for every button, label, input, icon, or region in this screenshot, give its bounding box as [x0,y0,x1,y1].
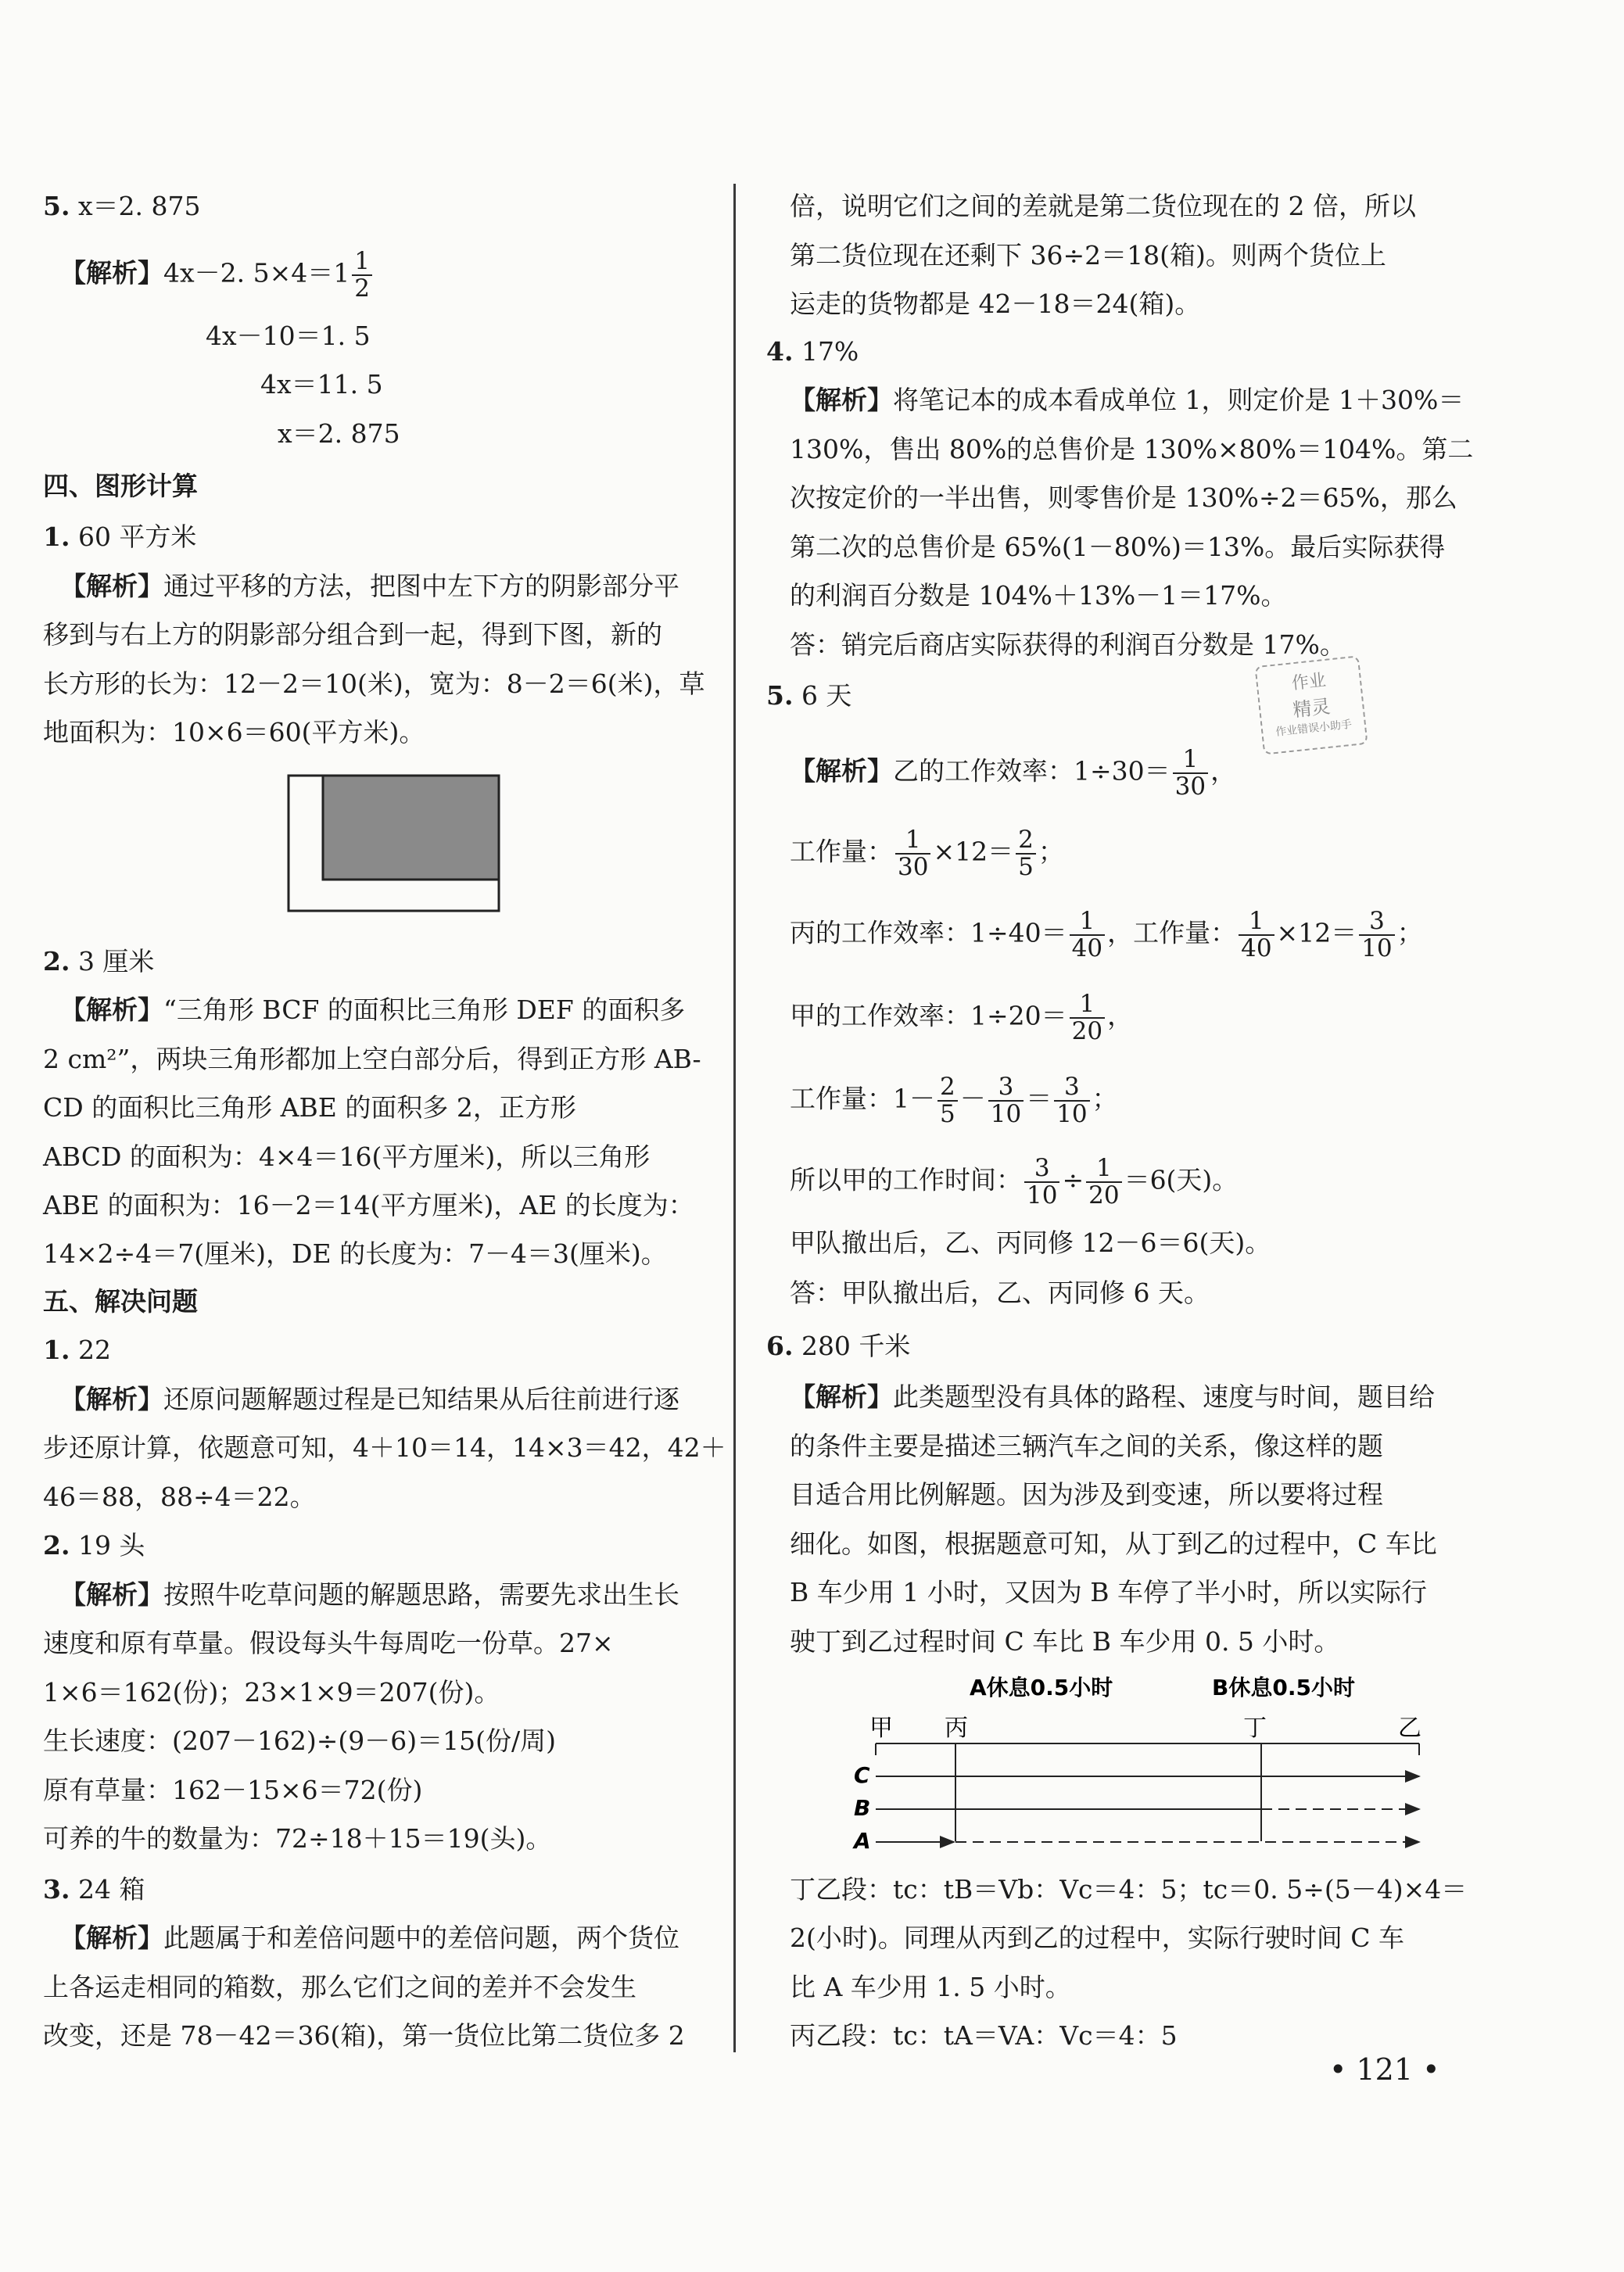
text-line: 细化。如图，根据题意可知，从丁到乙的过程中，C 车比 [790,1528,1437,1559]
text-line: B 车少用 1 小时，又因为 B 车停了半小时，所以实际行 [790,1577,1427,1607]
work-line: 工作量：1－ $\frac{2}{5}$ － $\frac{3}{10}$ ＝ $\frac{3}{10}$ ； [790,1073,1118,1128]
column-divider [733,184,736,2052]
label-jia: 甲 [869,1715,893,1742]
text-line: 上各运走相同的箱数，那么它们之间的差并不会发生 [43,1972,636,2002]
equation-step: x＝2. 875 [278,418,400,449]
text-line: 步还原计算，依题意可知，4＋10＝14，14×3＝42，42＋ [43,1432,726,1463]
text-line: 生长速度：(207－162)÷(9－6)＝15(份/周) [43,1726,556,1756]
text-line: ABCD 的面积为：4×4＝16(平方厘米)，所以三角形 [43,1141,651,1172]
text-line: 46＝88，88÷4＝22。 [43,1482,316,1512]
analysis-2: 【解析】“三角形 BCF 的面积比三角形 DEF 的面积多 [60,994,686,1025]
answer-q4: 4. 17% [766,336,859,367]
text-line: 的利润百分数是 104%＋13%－1＝17%。 [790,580,1287,611]
analysis-q2: 【解析】按照牛吃草问题的解题思路，需要先求出生长 [60,1579,679,1610]
text-line: 倍，说明它们之间的差就是第二货位现在的 2 倍，所以 [790,191,1416,221]
equation-step: 4x＝11. 5 [260,369,383,400]
label-a: A [854,1828,871,1854]
label-c: C [854,1762,870,1788]
text-line: 第二次的总售价是 65%(1－80%)＝13%。最后实际获得 [790,532,1446,562]
analysis-q4: 【解析】将笔记本的成本看成单位 1，则定价是 1＋30%＝ [790,385,1464,415]
analysis-5: 【解析】4x－2. 5×4＝1 $\frac{1}{2}$ [60,249,375,301]
section-heading-4: 四、图形计算 [43,471,198,501]
text-line: 目适合用比例解题。因为涉及到变速，所以要将过程 [790,1479,1383,1510]
section-heading-5: 五、解决问题 [43,1286,198,1317]
text-line: 第二货位现在还剩下 36÷2＝18(箱)。则两个货位上 [790,240,1386,271]
text-line: CD 的面积比三角形 ABE 的面积多 2，正方形 [43,1092,576,1123]
fraction: $\frac{1}{40}$ [1070,908,1105,961]
shaded-rect [323,776,499,880]
fraction: $\frac{1}{20}$ [1086,1156,1121,1208]
fraction: $\frac{1}{40}$ [1239,908,1274,961]
text-line: 地面积为：10×6＝60(平方米)。 [43,717,425,747]
text-line: 可养的牛的数量为：72÷18＋15＝19(头)。 [43,1823,552,1854]
fraction: $\frac{1}{30}$ [895,827,930,880]
label-ding: 丁 [1243,1715,1267,1742]
work-line: 所以甲的工作时间： $\frac{3}{10}$ ÷ $\frac{1}{20}$ ＝6(天)。 [790,1154,1239,1209]
text-line: 运走的货物都是 42－18＝24(箱)。 [790,288,1201,319]
text-line: 速度和原有草量。假设每头牛每周吃一份草。27× [43,1628,614,1658]
fraction: $\frac{3}{10}$ [988,1074,1024,1127]
text-line: 丙乙段：tc：tA＝VA：Vc＝4：5 [790,2020,1178,2051]
label-b: B [854,1795,871,1821]
page-number: • 121 • [1329,2052,1440,2087]
text-line: 甲队撤出后，乙、丙同修 12－6＝6(天)。 [790,1227,1271,1258]
answer-q1: 1. 22 [43,1335,111,1365]
work-line: 甲的工作效率：1÷20＝ $\frac{1}{20}$ ， [790,990,1134,1045]
text-line: 的条件主要是描述三辆汽车之间的关系，像这样的题 [790,1431,1383,1461]
analysis-q1: 【解析】还原问题解题过程是已知结果从后往前进行逐 [60,1384,679,1414]
distance-diagram [837,1665,1493,1869]
text-line: 改变，还是 78－42＝36(箱)，第一货位比第二货位多 2 [43,2020,685,2051]
text-line: ABE 的面积为：16－2＝14(平方厘米)，AE 的长度为： [43,1190,694,1220]
text-line: 答：甲队撤出后，乙、丙同修 6 天。 [790,1278,1210,1308]
fraction: $\frac{2}{5}$ [1016,827,1036,880]
answer-q3: 3. 24 箱 [43,1874,145,1905]
label-b-rest: B休息0.5小时 [1212,1675,1355,1700]
fraction: $\frac{1}{30}$ [1173,747,1208,799]
answer-5: 5. x＝2. 875 [43,191,201,221]
label-yi: 乙 [1398,1715,1421,1742]
rectangle-figure [287,774,550,913]
fraction: $\frac{1}{2}$ [352,249,372,301]
text-line: 2(小时)。同理从丙到乙的过程中，实际行驶时间 C 车 [790,1923,1404,1953]
text-line: 14×2÷4＝7(厘米)，DE 的长度为：7－4＝3(厘米)。 [43,1238,667,1269]
analysis-q3: 【解析】此题属于和差倍问题中的差倍问题，两个货位 [60,1923,679,1953]
fraction: $\frac{3}{10}$ [1024,1156,1059,1208]
text-line: 2 cm²”，两块三角形都加上空白部分后，得到正方形 AB- [43,1044,701,1074]
answer-q5: 5. 6 天 [766,680,852,711]
answer-1: 1. 60 平方米 [43,521,197,552]
fraction: $\frac{2}{5}$ [937,1074,958,1127]
label-a-rest: A休息0.5小时 [970,1675,1113,1700]
answer-q6: 6. 280 千米 [766,1331,911,1361]
analysis-1: 【解析】通过平移的方法，把图中左下方的阴影部分平 [60,571,679,601]
text-line: 130%，售出 80%的总售价是 130%×80%＝104%。第二 [790,434,1474,464]
answer-2: 2. 3 厘米 [43,946,155,977]
fraction: $\frac{3}{10}$ [1359,908,1394,961]
answer-q2: 2. 19 头 [43,1530,145,1561]
text-line: 次按定价的一半出售，则零售价是 130%÷2＝65%，那么 [790,482,1457,513]
text-line: 丁乙段：tc：tB＝Vb：Vc＝4：5；tc＝0. 5÷(5－4)×4＝ [790,1874,1468,1905]
text-line: 比 A 车少用 1. 5 小时。 [790,1972,1071,2002]
text-line: 长方形的长为：12－2＝10(米)，宽为：8－2＝6(米)，草 [43,668,705,699]
text-line: 移到与右上方的阴影部分组合到一起，得到下图，新的 [43,619,662,650]
text-line: 原有草量：162－15×6＝72(份) [43,1775,423,1805]
text-line: 1×6＝162(份)；23×1×9＝207(份)。 [43,1677,500,1708]
equation-step: 4x－10＝1. 5 [206,321,371,351]
stamp-logo: 作业 精灵 作业错误小助手 [1254,655,1368,754]
work-line: 工作量： $\frac{1}{30}$ ×12＝ $\frac{2}{5}$ ； [790,826,1064,881]
analysis-q5: 【解析】乙的工作效率：1÷30＝ $\frac{1}{30}$ ， [790,745,1237,801]
work-line: 丙的工作效率：1÷40＝ $\frac{1}{40}$ ，工作量： $\frac{1}{40}$ ×12＝ $\frac{3}{10}$ ； [790,907,1423,962]
label-bing: 丙 [945,1715,968,1742]
analysis-q6: 【解析】此类题型没有具体的路程、速度与时间，题目给 [790,1381,1435,1412]
fraction: $\frac{3}{10}$ [1054,1074,1089,1127]
fraction: $\frac{1}{20}$ [1070,991,1105,1044]
text-line: 答：销完后商店实际获得的利润百分数是 17%。 [790,629,1346,660]
text-line: 驶丁到乙过程时间 C 车比 B 车少用 0. 5 小时。 [790,1626,1340,1657]
